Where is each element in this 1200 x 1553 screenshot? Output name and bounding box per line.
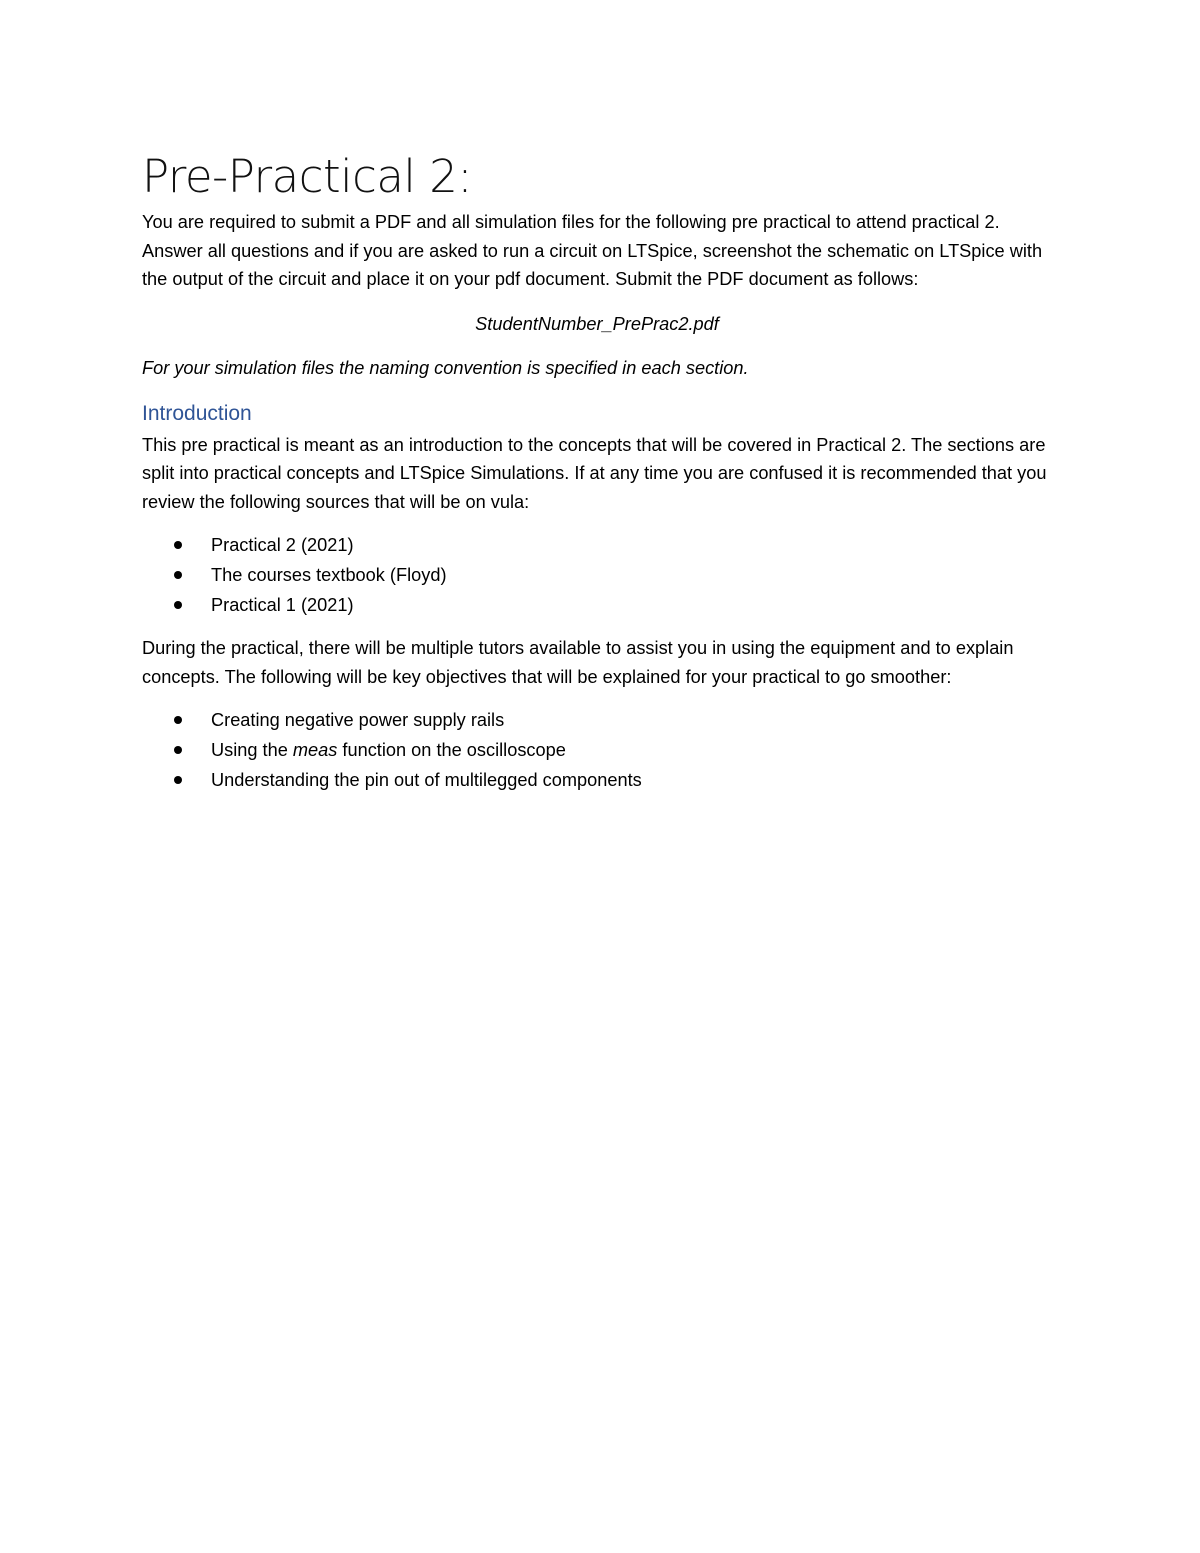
objectives-list — [142, 705, 1052, 795]
tutors-paragraph: During the practical, there will be multiple tutors available to assist you in using the equipment and to explain concepts. The following will be key objectives that will be explained for your practical to go smoother: — [142, 638, 1014, 687]
list-item — [142, 560, 1052, 590]
objective-item-label: Creating negative power supply rails — [211, 710, 505, 730]
list-item — [142, 735, 1052, 765]
bullet-icon — [174, 746, 182, 754]
bullet-icon — [174, 716, 182, 724]
naming-convention-note: For your simulation files the naming convention is specified in each section. — [142, 358, 749, 378]
submission-filename: StudentNumber_PrePrac2.pdf — [475, 313, 719, 334]
objective-item-prefix: Using the — [211, 740, 293, 760]
list-item — [142, 705, 1052, 735]
objective-item-emphasis: meas — [292, 740, 338, 760]
source-item-label: The courses textbook (Floyd) — [211, 565, 447, 585]
list-item — [142, 590, 1052, 620]
source-item-label: Practical 2 (2021) — [211, 535, 354, 555]
introduction-heading: Introduction — [142, 401, 252, 425]
bullet-icon — [174, 541, 182, 549]
bullet-icon — [174, 601, 182, 609]
intro-paragraph: You are required to submit a PDF and all simulation files for the following pre practical to attend practical 2. Answer all questions and if you are asked to run a circuit on LTSpice, screenshot the schematic on LTSpice with the output of the circuit and place it on your pdf document. Submit the PDF document as follows: — [142, 212, 1043, 289]
objective-item-label: Understanding the pin out of multilegged components — [211, 770, 642, 790]
bullet-icon — [174, 571, 182, 579]
page-title: Pre-Practical 2: — [142, 150, 473, 203]
document-body — [142, 146, 1052, 809]
list-item — [142, 765, 1052, 795]
sources-list — [142, 530, 1052, 620]
source-item-label: Practical 1 (2021) — [211, 595, 354, 615]
objective-item-suffix: function on the oscilloscope — [337, 740, 566, 760]
introduction-paragraph: This pre practical is meant as an introduction to the concepts that will be covered in Practical 2. The sections are split into practical concepts and LTSpice Simulations. If at any time you are confused it is recommended that you review the following sources that will be on vula: — [142, 434, 1047, 512]
bullet-icon — [174, 776, 182, 784]
list-item — [142, 530, 1052, 560]
